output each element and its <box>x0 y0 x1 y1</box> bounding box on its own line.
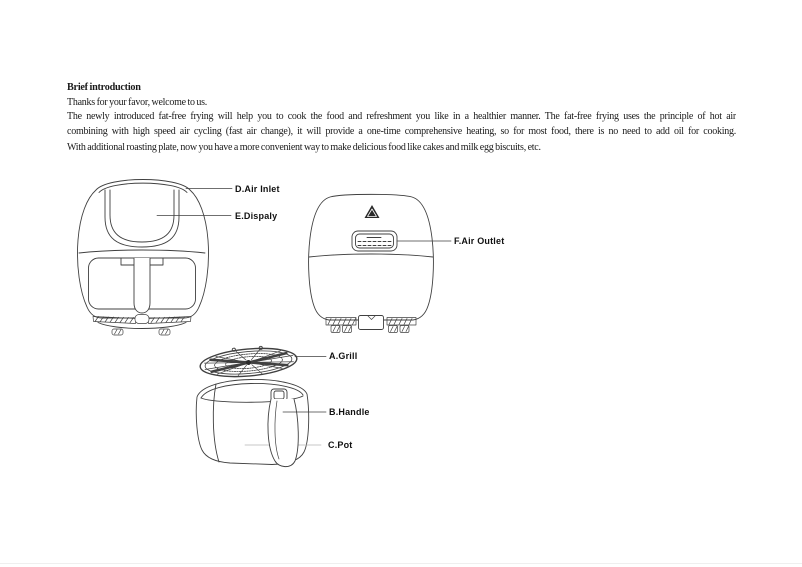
section-heading: Brief introduction <box>67 82 141 93</box>
intro-roasting-line: With additional roasting plate, now you have a more convenient way to make delicious food like cakes and milk egg biscuits, etc. <box>67 142 541 153</box>
label-air-outlet: F.Air Outlet <box>454 236 505 246</box>
air-fryer-back-view-drawing <box>309 194 434 332</box>
label-handle: B.Handle <box>329 407 370 417</box>
pot-drawing <box>196 379 321 466</box>
intro-paragraph-line-2: combining with high speed air cycling (fast air change), it will provide a one-time comprehensive heating, so for most food, there is no need to add oil for cooking. <box>67 125 736 137</box>
intro-paragraph-line-1: The newly introduced fat-free frying will help you to cook the food and refreshment you like in a healthier manner. The fat-free frying uses the principle of hot air <box>67 111 736 122</box>
page-bottom-edge <box>0 563 802 564</box>
intro-welcome-line: Thanks for your favor, welcome to us. <box>67 96 208 108</box>
label-air-inlet: D.Air Inlet <box>235 184 280 194</box>
air-outlet-vent <box>352 231 397 251</box>
pot-handle <box>268 389 298 467</box>
label-grill: A.Grill <box>329 351 358 361</box>
air-fryer-front-view-drawing <box>77 180 208 336</box>
grill-drawing <box>199 343 298 380</box>
label-display: E.Dispaly <box>235 211 278 221</box>
label-pot: C.Pot <box>328 440 353 450</box>
